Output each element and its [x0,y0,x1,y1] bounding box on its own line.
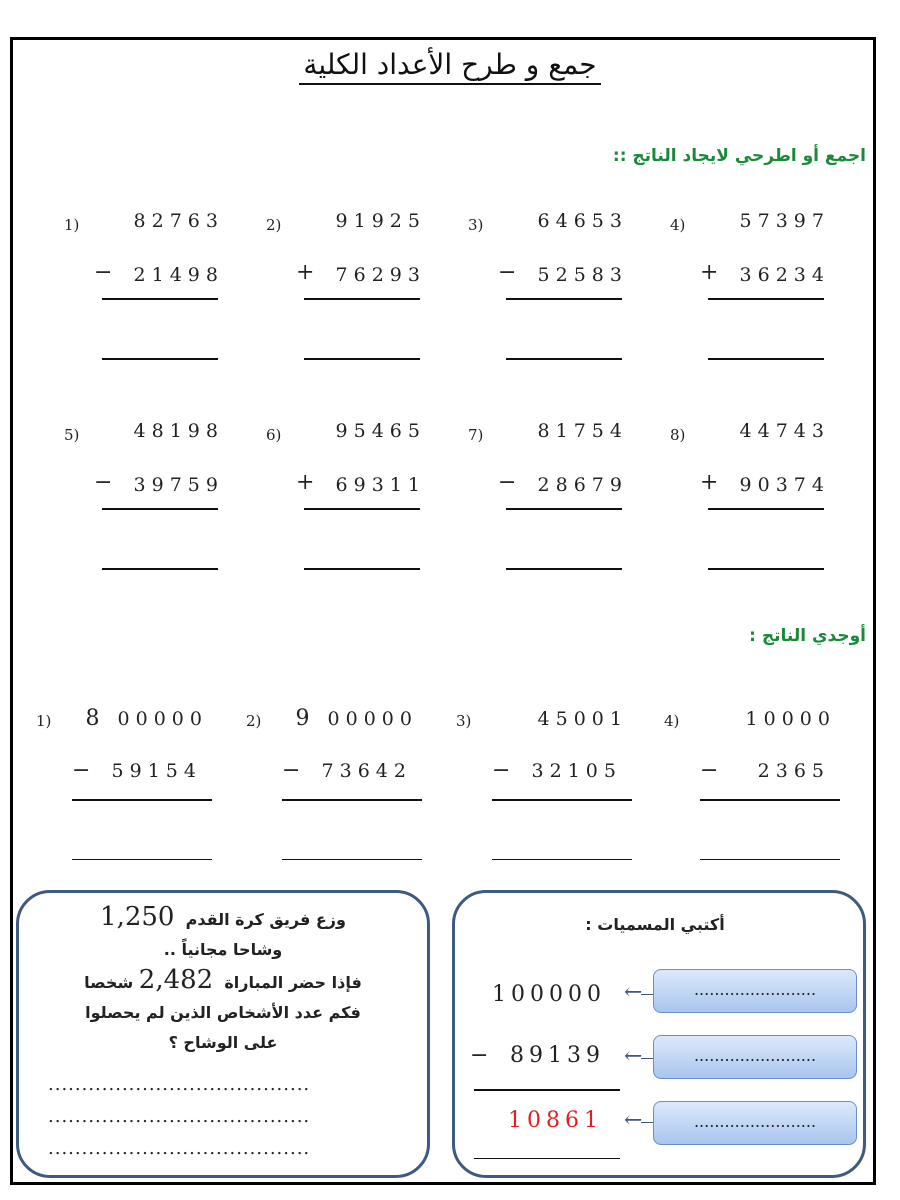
word-line2: وشاحا مجانياً .. [163,940,283,959]
answer-blank[interactable] [102,358,218,360]
problem-bottom: 52583 [537,264,628,286]
operator: − [492,758,511,783]
operator: + [296,470,315,495]
problem-6 [266,420,426,620]
answer-rule [282,799,422,801]
problem-number: 6) [266,426,282,444]
page-title: جمع و طرح الأعداد الكلية [0,48,900,81]
arrow-left-icon: ← [624,980,643,1005]
label-field-minuend[interactable]: ........................ [653,969,857,1013]
answer-blank[interactable] [72,859,212,860]
label-field-difference[interactable]: ........................ [653,1101,857,1145]
problem-bottom: 73642 [321,760,412,782]
word-line1: وزع فريق كرة القدم [185,910,346,929]
answer-rule [102,298,218,300]
connector [641,1058,653,1059]
operator: − [94,260,113,285]
problem-top: 64653 [537,210,628,232]
operator: − [498,260,517,285]
problem-7 [468,420,628,620]
problem-number: 3) [456,712,472,730]
operator: − [282,758,301,783]
minuend-value: 100000 [492,982,606,1007]
difference-value: 10861 [508,1108,603,1133]
word-line4: فكم عدد الأشخاص الذين لم يحصلوا [85,1003,361,1022]
answer-blank[interactable] [492,859,632,860]
problem-number: 4) [670,216,686,234]
problem-top [86,706,209,731]
problem-top [538,706,628,731]
answer-rule [700,799,840,801]
answer-blank[interactable] [304,358,420,360]
word-line3-pre: فإذا حضر المباراة [224,973,362,992]
answer-blank[interactable] [708,358,824,360]
problem-3 [468,210,628,410]
problem-bottom: 21498 [133,264,224,286]
operator: − [700,758,719,783]
problem-bottom: 39759 [133,474,224,496]
problem2-2 [246,706,426,906]
problem-number: 1) [64,216,80,234]
answer-rule [506,298,622,300]
operator: + [296,260,315,285]
connector [641,994,653,995]
problem-bottom: 59154 [111,760,202,782]
lead-digit: 8 [85,706,106,731]
top-digits: 45001 [537,708,628,730]
problem-top: 48198 [133,420,224,442]
problem-number: 8) [670,426,686,444]
under-line [474,1158,620,1159]
answer-rule [72,799,212,801]
answer-blank[interactable] [700,859,840,860]
problem-top [296,706,419,731]
top-digits: 00000 [327,708,418,730]
answer-rule [304,298,420,300]
problem-number: 1) [36,712,52,730]
problem-bottom: 28679 [537,474,628,496]
sum-line [474,1089,620,1091]
problem-top: 95465 [335,420,426,442]
answer-blank[interactable] [304,568,420,570]
section1-instruction: اجمع أو اطرحي لايجاد الناتج :: [612,146,866,166]
lead-digit: 9 [295,706,316,731]
top-digits: 00000 [117,708,208,730]
problem2-1 [36,706,216,906]
section2-instruction: أوجدي الناتج : [749,626,866,646]
problem-bottom: 36234 [739,264,830,286]
answer-line-1[interactable]: ....................................... [48,1074,311,1095]
problem-number: 7) [468,426,484,444]
operator: − [94,470,113,495]
problem-2 [266,210,426,410]
problem-bottom: 90374 [739,474,830,496]
problem-number: 5) [64,426,80,444]
problem-bottom: 2365 [757,760,830,782]
answer-blank[interactable] [708,568,824,570]
problem-top: 57397 [739,210,830,232]
operator: − [72,758,91,783]
subtrahend-value: 89139 [510,1043,605,1068]
problem-top: 81754 [537,420,628,442]
labels-heading: أكتبي المسميات : [585,915,725,934]
problem-bottom: 32105 [531,760,622,782]
word-line3-post: شخصا [84,973,134,992]
answer-rule [102,508,218,510]
problem-number: 2) [266,216,282,234]
problem-number: 3) [468,216,484,234]
problem-top [746,706,836,731]
answer-blank[interactable] [506,568,622,570]
answer-rule [492,799,632,801]
answer-blank[interactable] [282,859,422,860]
operator: + [700,470,719,495]
answer-line-3[interactable]: ....................................... [48,1138,311,1159]
word-line5: على الوشاح ؟ [168,1033,278,1052]
problem-8 [670,420,830,620]
answer-rule [708,508,824,510]
answer-rule [506,508,622,510]
problem-top: 91925 [335,210,426,232]
word-num2: 2,482 [138,965,214,995]
word-num1: 1,250 [100,902,175,932]
operator: + [700,260,719,285]
arrow-left-icon: ← [624,1108,643,1133]
problem2-4 [664,706,844,906]
minus-sign: − [470,1043,494,1068]
connector [641,1122,653,1123]
label-field-subtrahend[interactable]: ........................ [653,1035,857,1079]
arrow-left-icon: ← [624,1044,643,1069]
answer-blank[interactable] [102,568,218,570]
problem2-3 [456,706,636,906]
word-problem-text [26,902,420,1058]
problem-1 [64,210,224,410]
answer-rule [304,508,420,510]
operator: − [498,470,517,495]
problem-4 [670,210,830,410]
problem-bottom: 69311 [335,474,426,496]
top-digits: 10000 [745,708,836,730]
problem-bottom: 76293 [335,264,426,286]
problem-top: 82763 [133,210,224,232]
answer-line-2[interactable]: ....................................... [48,1106,311,1127]
answer-blank[interactable] [506,358,622,360]
problem-number: 2) [246,712,262,730]
problem-5 [64,420,224,620]
problem-number: 4) [664,712,680,730]
answer-rule [708,298,824,300]
problem-top: 44743 [739,420,830,442]
